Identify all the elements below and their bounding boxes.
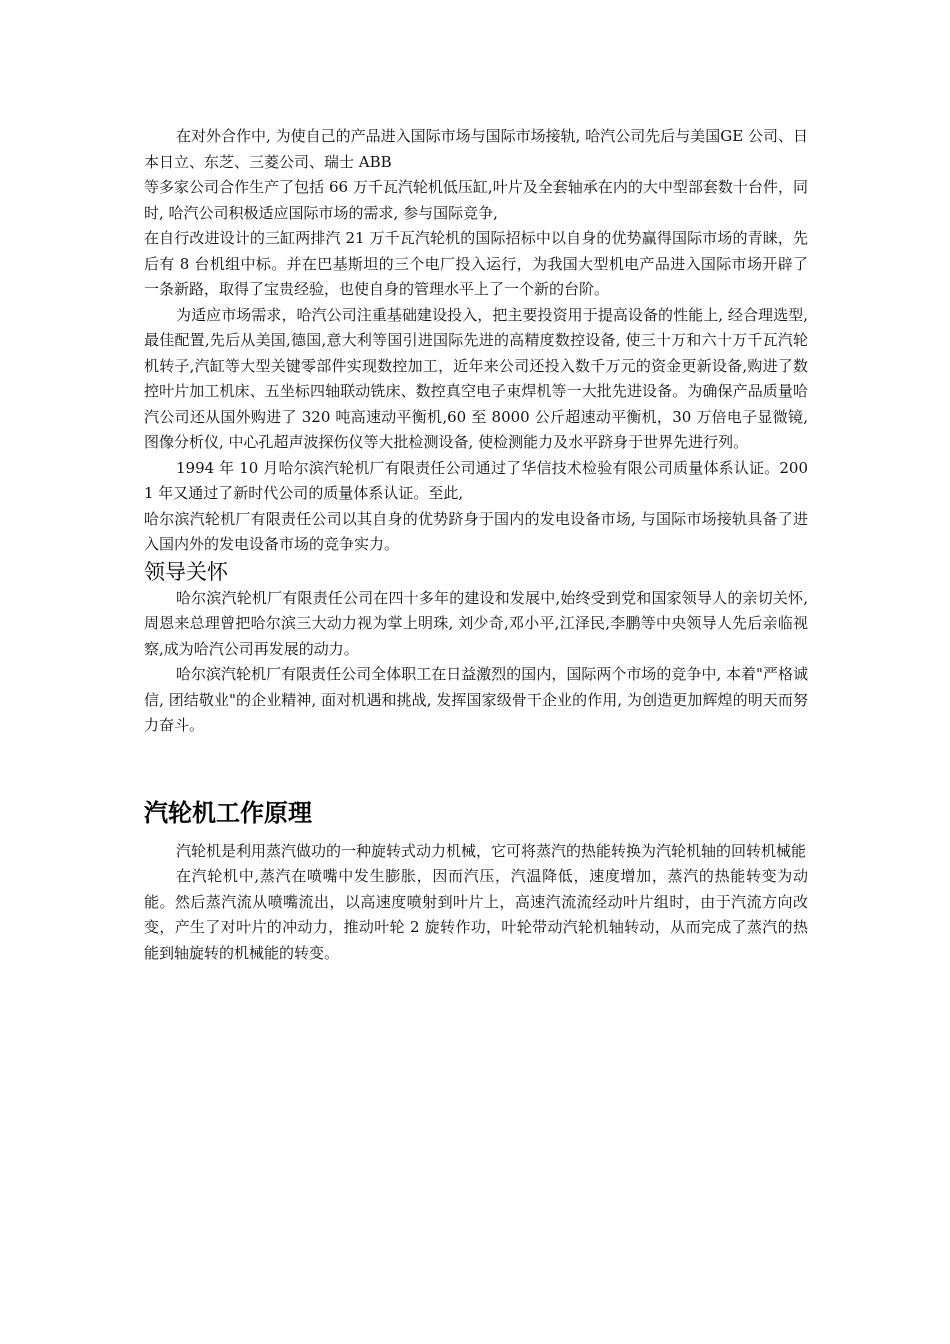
heading-leadership: 领导关怀 [144,559,228,584]
paragraph-equipment: 为适应市场需求，哈汽公司注重基础建设投入，把主要投资用于提高设备的性能上, 经合理选型, 最佳配置,先后从美国,德国,意大利等国引进国际先进的高精度数控设备, 使三十万和六十万千瓦汽轮机转子,汽缸等大型关键零部件实现数控加工，近年来公司还投入数千万元的资金更新设备,购进了数控叶片加工机床、五坐标四轴联动铣床、数控真空电子束焊机等一大批先进设备。为确保产品质量哈汽公司还从国外购进了 320 吨高速动平衡机,60 至 8000 公斤超速动平衡机，30 万倍电子显微镜, 图像分析仪, 中心孔超声波探伤仪等大批检测设备, 使检测能力及水平跻身于世界先进行列。 [144,305,808,451]
paragraph-cooperation-cont-1: 等多家公司合作生产了包括 66 万千瓦汽轮机低压缸,叶片及全套轴承在内的大中型部套数十台件，同时, 哈汽公司积极适应国际市场的需求, 参与国际竞争, [144,178,808,222]
paragraph-certification: 1994 年 10 月哈尔滨汽轮机厂有限责任公司通过了华信技术检验有限公司质量体系认证。2001 年又通过了新时代公司的质量体系认证。至此, [144,458,808,502]
paragraph-leadership-2: 哈尔滨汽轮机厂有限责任公司全体职工在日益激烈的国内，国际两个市场的竞争中, 本着"严格诚信, 团结敬业"的企业精神, 面对机遇和挑战, 发挥国家级骨干企业的作用, 为创造更加辉煌的明天而努力奋斗。 [144,665,808,734]
paragraph-leadership-1: 哈尔滨汽轮机厂有限责任公司在四十多年的建设和发展中,始终受到党和国家领导人的亲切关怀,周恩来总理曾把哈尔滨三大动力视为掌上明珠, 刘少奇,邓小平,江泽民,李鹏等中央领导人先后亲临视察,成为哈汽公司再发展的动力。 [144,588,808,658]
paragraph-cooperation-cont-2: 在自行改进设计的三缸两排汽 21 万千瓦汽轮机的国际招标中以自身的优势赢得国际市场的青睐，先后有 8 台机组中标。并在巴基斯坦的三个电厂投入运行，为我国大型机电产品进入国际市场开辟了一条新路，取得了宝贵经验，也使自身的管理水平上了一个新的台阶。 [144,229,808,298]
paragraph-principle-2: 在汽轮机中,蒸汽在喷嘴中发生膨胀，因而汽压，汽温降低，速度增加，蒸汽的热能转变为动能。然后蒸汽流从喷嘴流出，以高速度喷射到叶片上，高速汽流流经动叶片组时，由于汽流方向改变，产生了对叶片的冲动力，推动叶轮 2 旋转作功，叶轮带动汽轮机轴转动，从而完成了蒸汽的热能到轴旋转的机械能的转变。 [144,867,808,962]
document-body [144,124,808,966]
heading-turbine-principle: 汽轮机工作原理 [144,798,312,827]
paragraph-principle-1: 汽轮机是利用蒸汽做功的一种旋转式动力机械，它可将蒸汽的热能转换为汽轮机轴的回转机械能 [176,841,807,860]
paragraph-certification-cont: 哈尔滨汽轮机厂有限责任公司以其自身的优势跻身于国内的发电设备市场, 与国际市场接轨具备了进入国内外的发电设备市场的竞争实力。 [144,509,808,553]
paragraph-cooperation: 在对外合作中, 为使自己的产品进入国际市场与国际市场接轨, 哈汽公司先后与美国GE 公司、日本日立、东芝、三菱公司、瑞士 ABB [144,127,808,171]
